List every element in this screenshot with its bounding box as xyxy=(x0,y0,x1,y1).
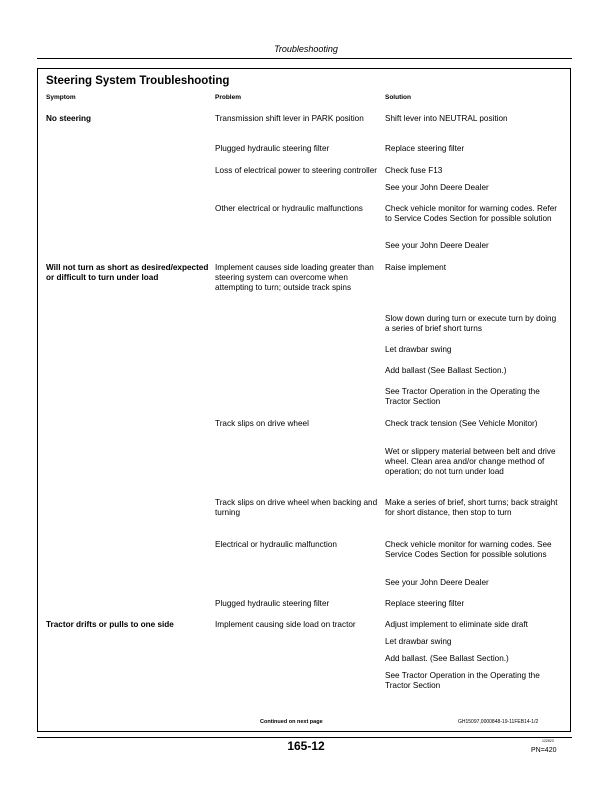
problem-cell: Track slips on drive wheel when backing and turning xyxy=(215,498,378,517)
solution-cell: See Tractor Operation in the Operating the Tractor Section xyxy=(385,387,540,406)
solution-cell: Wet or slippery material between belt and drive wheel. Clean area and/or change method of operation; do not turn under load xyxy=(385,447,556,476)
symptom-cell: Tractor drifts or pulls to one side xyxy=(46,620,174,629)
running-header: Troubleshooting xyxy=(274,44,338,54)
problem-cell: Track slips on drive wheel xyxy=(215,419,309,428)
document-code: GH15097,0000848-19-11FEB14-1/2 xyxy=(458,719,539,725)
pn-label: PN=420 xyxy=(531,747,557,754)
solution-cell: Check track tension (See Vehicle Monitor) xyxy=(385,419,538,428)
symptom-cell: Will not turn as short as desired/expected or difficult to turn under load xyxy=(46,263,209,282)
solution-cell: Shift lever into NEUTRAL position xyxy=(385,114,508,123)
solution-cell: Add ballast (See Ballast Section.) xyxy=(385,366,507,375)
revision-mark: 122523 xyxy=(542,739,554,743)
problem-cell: Electrical or hydraulic malfunction xyxy=(215,540,337,549)
solution-cell: Replace steering filter xyxy=(385,599,465,608)
solution-cell: See your John Deere Dealer xyxy=(385,578,489,587)
footer-rule xyxy=(37,737,572,738)
header-rule xyxy=(37,58,572,59)
solution-cell: Let drawbar swing xyxy=(385,637,452,646)
solution-cell: Let drawbar swing xyxy=(385,345,452,354)
problem-cell: Other electrical or hydraulic malfunctions xyxy=(215,204,363,213)
solution-cell: Check fuse F13 xyxy=(385,166,443,175)
solution-cell: Replace steering filter xyxy=(385,144,465,153)
solution-cell: Raise implement xyxy=(385,263,446,272)
solution-cell: See your John Deere Dealer xyxy=(385,183,489,192)
problem-cell: Implement causing side load on tractor xyxy=(215,620,356,629)
solution-cell: Slow down during turn or execute turn by doing a series of brief short turns xyxy=(385,314,557,333)
problem-cell: Implement causes side loading greater than steering system can overcome when attempting to turn; outside track spins xyxy=(215,263,374,292)
solution-cell: Check vehicle monitor for warning codes. Refer to Service Codes Section for possible solution xyxy=(385,204,558,223)
problem-cell: Plugged hydraulic steering filter xyxy=(215,144,330,153)
column-header-solution: Solution xyxy=(385,94,411,101)
solution-cell: See Tractor Operation in the Operating the Tractor Section xyxy=(385,671,540,690)
continued-note: Continued on next page xyxy=(260,719,323,725)
solution-cell: See your John Deere Dealer xyxy=(385,241,489,250)
symptom-cell: No steering xyxy=(46,114,92,123)
problem-cell: Transmission shift lever in PARK position xyxy=(215,114,364,123)
solution-cell: Adjust implement to eliminate side draft xyxy=(385,620,528,629)
page-number: 165-12 xyxy=(287,739,325,753)
column-header-problem: Problem xyxy=(215,94,242,101)
problem-cell: Loss of electrical power to steering controller xyxy=(215,166,378,175)
column-header-symptom: Symptom xyxy=(46,94,76,101)
solution-cell: Add ballast. (See Ballast Section.) xyxy=(385,654,509,663)
problem-cell: Plugged hydraulic steering filter xyxy=(215,599,330,608)
solution-cell: Check vehicle monitor for warning codes. See Service Codes Section for possible solutions xyxy=(385,540,552,559)
solution-cell: Make a series of brief, short turns; back straight for short distance, then stop to turn xyxy=(385,498,558,517)
section-title: Steering System Troubleshooting xyxy=(46,75,230,87)
